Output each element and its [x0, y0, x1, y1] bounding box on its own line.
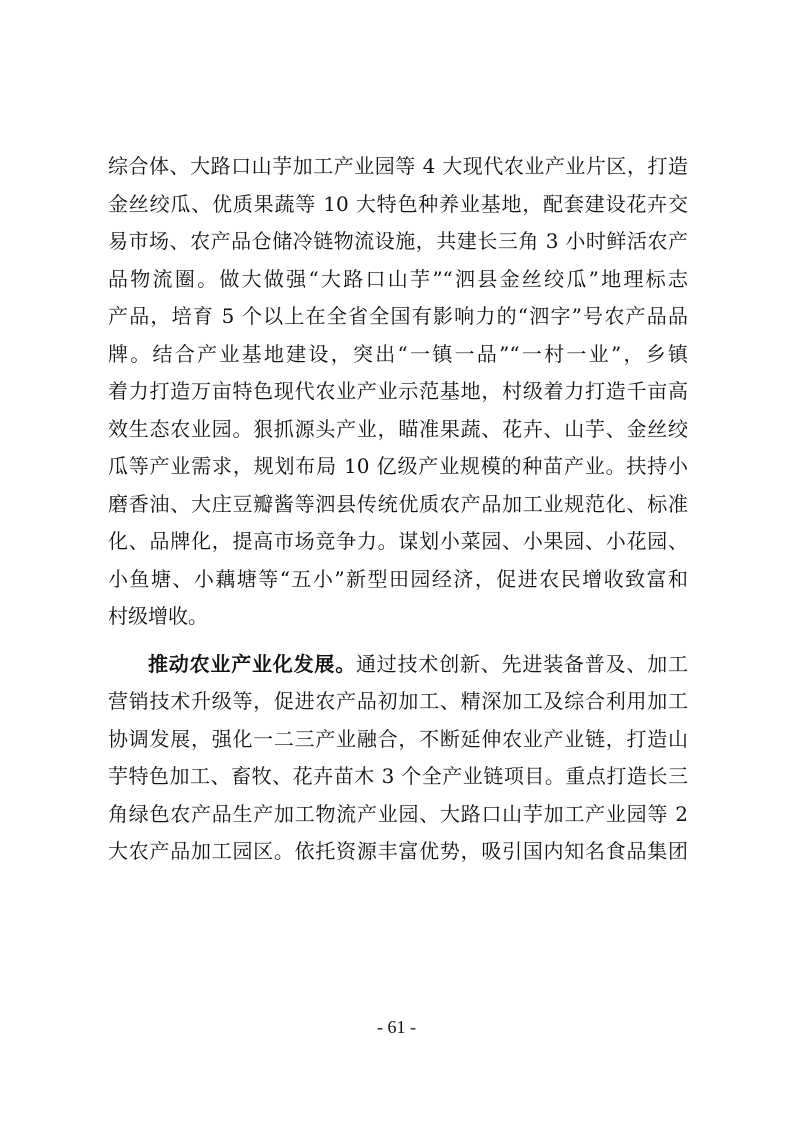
- text-line: 小鱼塘、小藕塘等“五小”新型田园经济，促进农民增收致富和: [108, 566, 688, 591]
- text-line: 易市场、农产品仓储冷链物流设施，共建长三角 3 小时鲜活农产: [108, 229, 688, 253]
- text-line: 化、品牌化，提高市场竞争力。谋划小菜园、小果园、小花园、: [108, 529, 688, 553]
- text-line: 角绿色农产品生产加工物流产业园、大路口山芋加工产业园等 2: [108, 801, 688, 826]
- page-number: - 61 -: [377, 1017, 416, 1037]
- body-text: [108, 148, 688, 871]
- text-line: 营销技术升级等，促进农产品初加工、精深加工及综合利用加工: [108, 689, 688, 713]
- text-line: 村级增收。: [108, 604, 208, 628]
- paragraph-1: [108, 148, 688, 636]
- text-line: 牌。结合产业基地建设，突出“一镇一品”“一村一业”，乡镇: [108, 341, 688, 366]
- text-line: 综合体、大路口山芋加工产业园等 4 大现代农业产业片区，打造: [108, 154, 688, 178]
- paragraph-2-first-line: [108, 646, 688, 684]
- text-line: 效生态农业园。狠抓源头产业，瞄准果蔬、花卉、山芋、金丝绞: [108, 416, 688, 441]
- paragraph-2-first-line-text: 通过技术创新、先进装备普及、加工: [356, 651, 688, 676]
- text-line: 大农产品加工园区。依托资源丰富优势，吸引国内知名食品集团: [108, 839, 688, 863]
- text-line: 芋特色加工、畜牧、花卉苗木 3 个全产业链项目。重点打造长三: [108, 764, 688, 788]
- text-line: 协调发展，强化一二三产业融合，不断延伸农业产业链，打造山: [108, 726, 688, 751]
- text-line: 金丝绞瓜、优质果蔬等 10 大特色种养业基地，配套建设花卉交: [108, 191, 688, 216]
- paragraph-2: [108, 646, 688, 871]
- text-line: 产品，培育 5 个以上在全省全国有影响力的“泗字”号农产品品: [108, 304, 688, 328]
- text-line: 着力打造万亩特色现代农业产业示范基地，村级着力打造千亩高: [108, 379, 688, 403]
- text-line: 瓜等产业需求，规划布局 10 亿级产业规模的种苗产业。扶持小: [108, 454, 688, 478]
- text-line: 磨香油、大庄豆瓣酱等泗县传统优质农产品加工业规范化、标准: [108, 491, 688, 516]
- text-line: 品物流圈。做大做强“大路口山芋”“泗县金丝绞瓜”地理标志: [108, 266, 688, 291]
- paragraph-heading: 推动农业产业化发展。: [148, 651, 356, 676]
